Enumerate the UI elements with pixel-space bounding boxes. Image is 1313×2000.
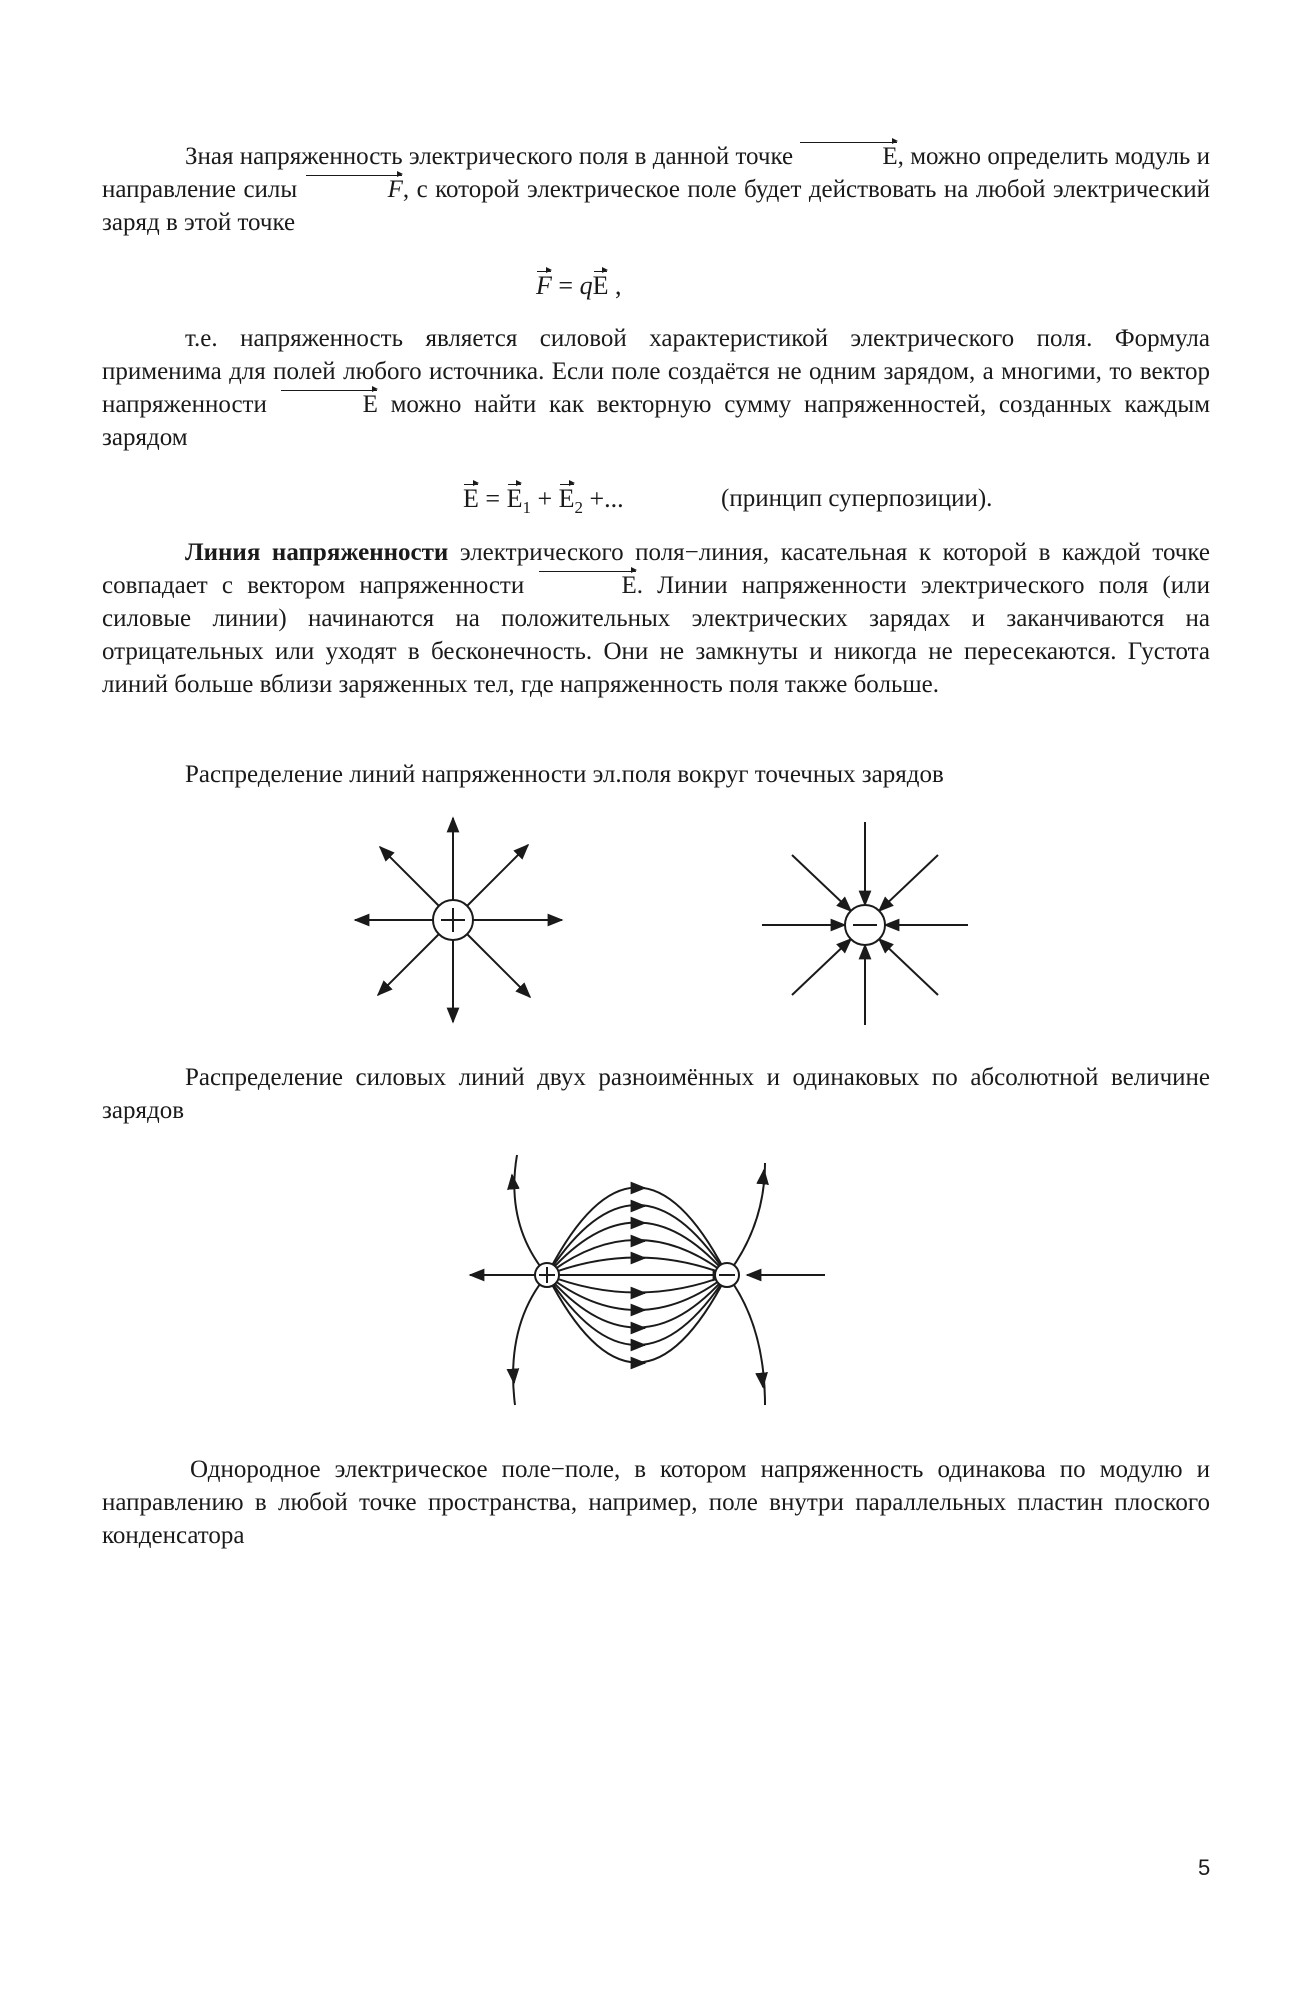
force-formula: F = qE ,	[536, 271, 622, 300]
dipole-positive-charge	[535, 1263, 559, 1287]
field-line-term: Линия напряженности	[185, 539, 449, 566]
dipole-figure	[465, 1155, 835, 1415]
positive-charge	[355, 818, 562, 1022]
dipole-negative-charge	[715, 1263, 739, 1287]
superposition-formula: $E = E_1 + E_2$ +...	[463, 484, 624, 518]
uniform-field-paragraph: Однородное электрическое поле−поле, в котором напряженность одинакова по модулю и направлению в любой точке пространства, например, поле внутри параллельных пластин плоского конденсатора	[102, 1456, 1210, 1549]
page-number: 5	[1198, 1855, 1211, 1880]
superposition-paragraph: т.е. напряженность является силовой характеристикой электрического поля. Формула применима для полей любого источника. Если поле создаётся не одним зарядом, а многими, то вектор напряженности E можно найти как векторную сумму напряженностей, созданных каждым зарядом	[102, 325, 1211, 451]
vector-E: E	[799, 140, 897, 173]
point-charges-figure	[340, 810, 980, 1030]
intro-paragraph: Зная напряженность электрического поля в данной точке E, можно определить модуль и направление силы F, с которой электрическое поле будет действовать на любой электрический заряд в этой точке	[102, 140, 1210, 239]
caption-dipole: Распределение силовых линий двух разноимённых и одинаковых по абсолютной величине зарядов	[102, 1064, 1210, 1124]
superposition-note: (принцип суперпозиции).	[721, 485, 993, 512]
vector-F: F	[305, 173, 403, 206]
negative-charge	[762, 822, 968, 1025]
field-line-paragraph: Линия напряженности электрического поля−линия, касательная к которой в каждой точке совпадает с вектором напряженности E. Линии напряженности электрического поля (или силовые линии) начинаются на положительных электрических зарядах и заканчиваются на отрицательных или уходят в бесконечность. Они не замкнуты и никогда не пересекаются. Густота линий больше вблизи заряженных тел, где напряженность поля также больше.	[102, 539, 1211, 698]
caption-point-charges: Распределение линий напряженности эл.поля вокруг точечных зарядов	[185, 761, 944, 788]
